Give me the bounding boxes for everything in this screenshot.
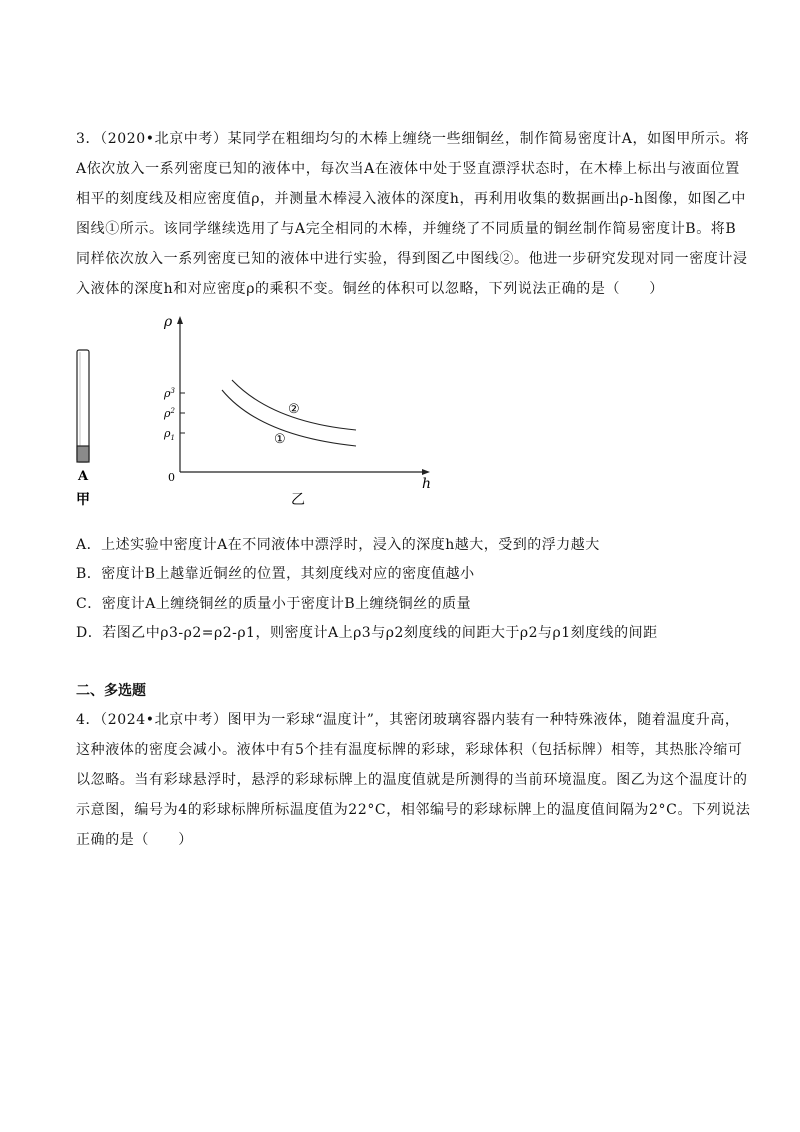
tick-rho1: $\rho_1$	[164, 427, 175, 442]
graph-axes	[177, 316, 430, 475]
curve-2-label: ②	[288, 402, 300, 417]
section-heading: 二、多选题	[76, 683, 146, 699]
q3-line: A依次放入一系列密度已知的液体中，每次当A在液体中处于竖直漂浮状态时，在木棒上标出与液面位置	[76, 161, 740, 177]
q3-figure	[60, 310, 460, 520]
fig-a-caption: 甲	[76, 492, 90, 508]
x-axis-label: h	[422, 476, 432, 492]
q3-line: 入液体的深度h和对应密度ρ的乘积不变。铜丝的体积可以忽略，下列说法正确的是（ ）	[76, 281, 664, 297]
q4-line: 正确的是（ ）	[76, 832, 193, 848]
origin-label: 0	[168, 471, 175, 484]
option-a: A．上述实验中密度计A在不同液体中漂浮时，浸入的深度h越大，受到的浮力越大	[76, 537, 600, 553]
q3-line: 相平的刻度线及相应密度值ρ，并测量木棒浸入液体的深度h，再利用收集的数据画出ρ-h图像，如图乙中	[76, 191, 747, 207]
q3-line: 3．（2020•北京中考）某同学在粗细均匀的木棒上缠绕一些细铜丝，制作简易密度计A，如图甲所示。将	[76, 131, 750, 147]
q4-line: 示意图，编号为4的彩球标牌所标温度值为22°C，相邻编号的彩球标牌上的温度值间隔为2°C。下列说法	[76, 802, 751, 818]
fig-b-caption: 乙	[291, 492, 305, 508]
q4-line: 以忽略。当有彩球悬浮时，悬浮的彩球标牌上的温度值就是所测得的当前环境温度。图乙为这个温度计的	[76, 772, 748, 788]
curve-1-label: ①	[274, 432, 286, 447]
option-d: D．若图乙中ρ3-ρ2=ρ2-ρ1，则密度计A上ρ3与ρ2刻度线的间距大于ρ2与ρ1刻度线的间距	[76, 625, 658, 641]
option-c: C．密度计A上缠绕铜丝的质量小于密度计B上缠绕铜丝的质量	[76, 596, 472, 612]
q3-line: 图线①所示。该同学继续选用了与A完全相同的木棒，并缠绕了不同质量的铜丝制作简易密度计B。将B	[76, 221, 737, 237]
density-meter-rod	[77, 350, 89, 462]
curve-1	[222, 390, 356, 446]
question-4	[76, 705, 751, 855]
q4-line: 这种液体的密度会减小。液体中有5个挂有温度标牌的彩球，彩球体积（包括标牌）相等，其热胀冷缩可	[76, 742, 743, 758]
question-3	[76, 124, 750, 304]
q3-line: 同样依次放入一系列密度已知的液体中进行实验，得到图乙中图线②。他进一步研究发现对同一密度计浸	[76, 251, 748, 267]
option-b: B．密度计B上越靠近铜丝的位置，其刻度线对应的密度值越小	[76, 566, 475, 582]
y-axis-label: ρ	[164, 314, 173, 330]
q4-line: 4．（2024•北京中考）图甲为一彩球“温度计”，其密闭玻璃容器内装有一种特殊液体，随着温度升高，	[76, 712, 740, 728]
rod-label: A	[77, 469, 89, 484]
tick-marks	[180, 393, 185, 433]
tick-rho2: $\rho^2$	[164, 407, 175, 420]
tick-rho3: $\rho^3$	[164, 387, 175, 400]
